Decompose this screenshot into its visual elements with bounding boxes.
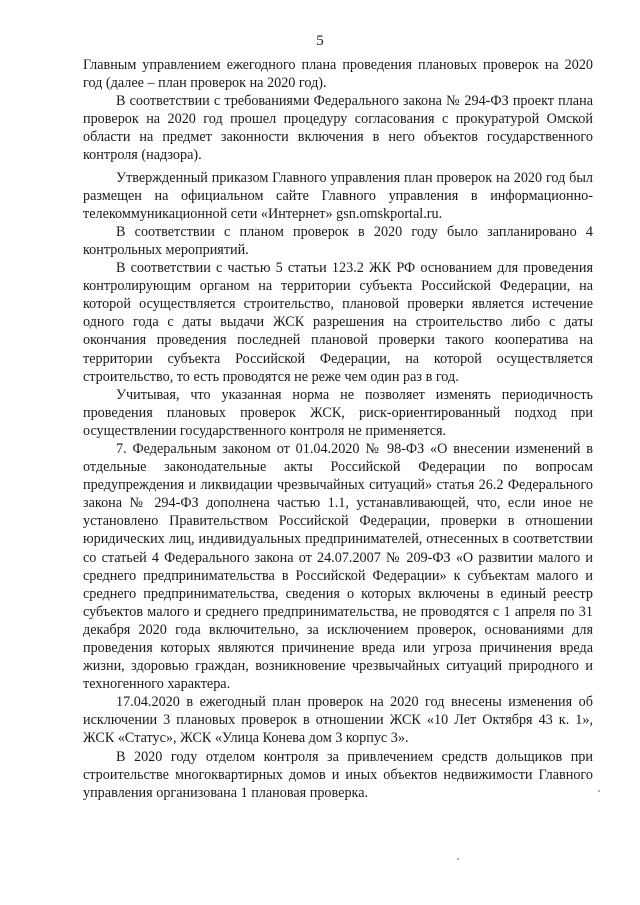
paragraph-plan-publication: Утвержденный приказом Главного управления план проверок на 2020 год был размещен на официальном сайте Главного управления в информационно-телекоммуникационной сети «Интернет» gsn.omskportal.ru. [83, 169, 593, 222]
paragraph-risk-approach: Учитывая, что указанная норма не позволяет изменять периодичность проведения плановых проверок ЖСК, риск-ориентированный подход при осуществлении государственного контроля не применяется. [83, 386, 593, 439]
paragraph-approval-prosecutor: В соответствии с требованиями Федерального закона № 294-ФЗ проект плана проверок на 2020 год прошел процедуру согласования с прокуратурой Омской области на предмет законности включения в него объектов государственного контроля (надзора). [83, 93, 593, 164]
page-number: 5 [316, 33, 324, 49]
paragraph-housing-code-basis: В соответствии с частью 5 статьи 123.2 ЖК РФ основанием для проведения контролирующим органом на территории субъекта Российской Федерации, на которой осуществляется строительство, плановой проверки является истечение одного года с даты выдачи ЖСК разрешения на строительство либо с даты окончания проведения последней плановой проверки такого кооператива на территории субъекта Российской Федерации, на которой осуществляется строительство, то есть проводятся не реже чем один раз в год. [83, 260, 593, 385]
scan-speck [457, 858, 459, 860]
paragraph-plan-continuation: Главным управлением ежегодного плана проведения плановых проверок на 2020 год (далее – план проверок на 2020 год). [83, 57, 593, 92]
paragraph-planned-inspections-count: В соответствии с планом проверок в 2020 году было запланировано 4 контрольных мероприятий. [83, 223, 593, 258]
document-body [83, 56, 593, 802]
scan-speck [598, 790, 600, 792]
paragraph-federal-law-98: 7. Федеральным законом от 01.04.2020 № 98-ФЗ «О внесении изменений в отдельные законодательные акты Российской Федерации по вопросам предупреждения и ликвидации чрезвычайных ситуаций» статья 26.2 Федерального закона № 294-ФЗ дополнена частью 1.1, устанавливающей, что, если иное не установлено Правительством Российской Федерации, проверки в отношении юридических лиц, индивидуальных предпринимателей, отнесенных в соответствии со статьей 4 Федерального закона от 24.07.2007 № 209-ФЗ «О развитии малого и среднего предпринимательства в Российской Федерации» к субъектам малого и среднего предпринимательства, сведения о которых включены в единый реестр субъектов малого и среднего предпринимательства, не проводятся с 1 апреля по 31 декабря 2020 года включительно, за исключением проверок, основаниями для проведения которых являются причинение вреда или угроза причинения вреда жизни, здоровью граждан, возникновение чрезвычайных ситуаций природного и техногенного характера. [83, 440, 593, 693]
paragraph-plan-changes: 17.04.2020 в ежегодный план проверок на 2020 год внесены изменения об исключении 3 плановых проверок в отношении ЖСК «10 Лет Октября 43 к. 1», ЖСК «Статус», ЖСК «Улица Конева дом 3 корпус 3». [83, 694, 593, 747]
paragraph-inspection-organized: В 2020 году отделом контроля за привлечением средств дольщиков при строительстве многоквартирных домов и иных объектов недвижимости Главного управления организована 1 плановая проверка. [83, 748, 593, 801]
